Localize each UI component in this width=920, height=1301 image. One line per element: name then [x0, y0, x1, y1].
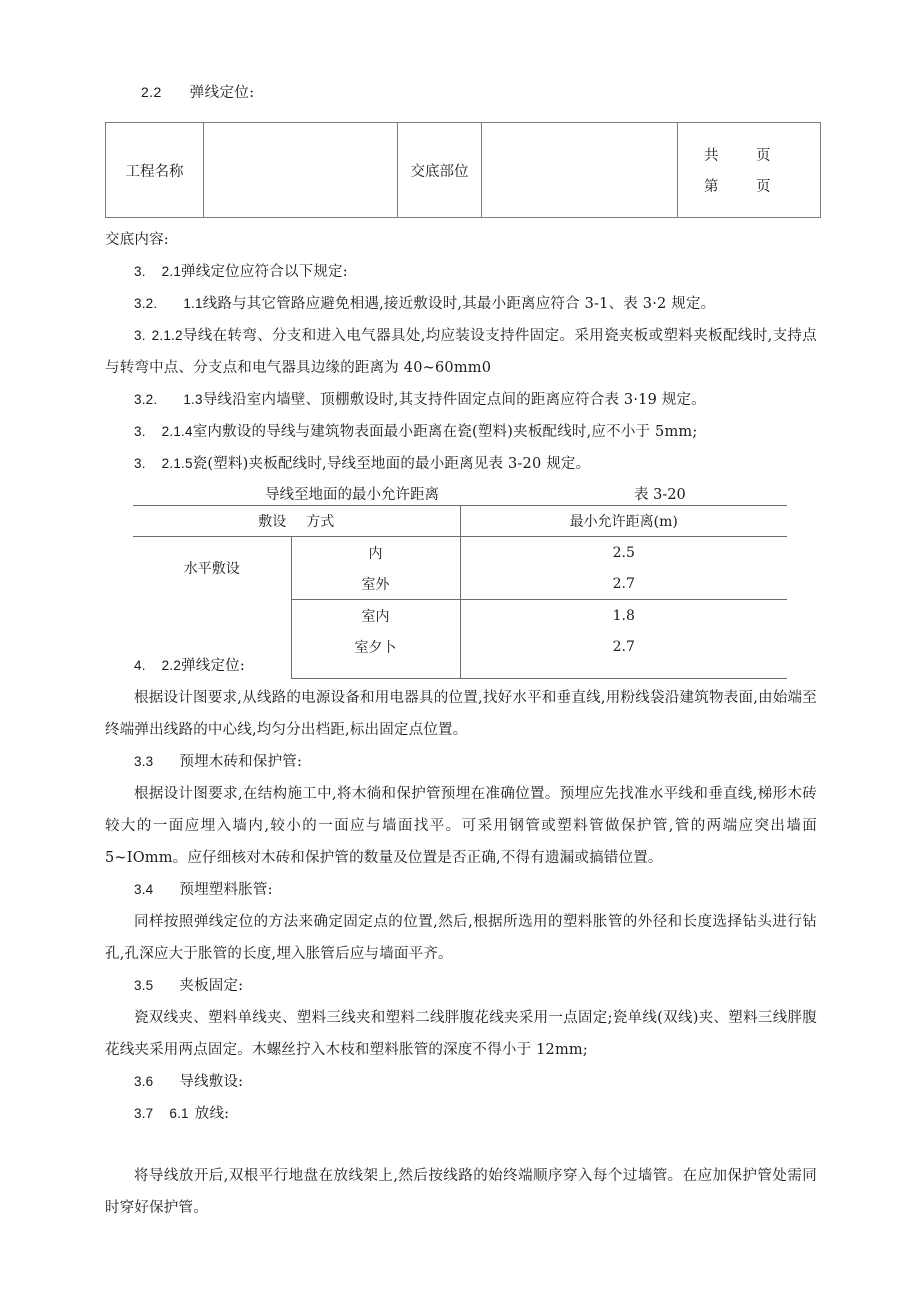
paragraph-spacer — [105, 1130, 817, 1160]
clause-3-2-1-1 — [105, 288, 817, 320]
project-name-value-cell[interactable] — [204, 123, 398, 218]
clause-text: 弹线定位应符合以下规定: — [181, 264, 348, 280]
paragraph-3-3-body: 根据设计图要求,在结构施工中,将木徜和保护管预埋在准确位置。预埋应先找准水平线和垂直线,梯形木砖较大的一面应埋入墙内,较小的一面应与墙面找平。可采用钢管或塑料管做保护管,管的两端应突出墙面 5~IOmm。应仔细核对木砖和保护管的数量及位置是否正确,不得有遗漏或搞错位置。 — [105, 786, 817, 866]
total-pages-row — [678, 144, 820, 165]
mode-label: 内 — [368, 545, 383, 562]
value-label: 1.8 — [612, 607, 635, 624]
clause-number: 4. — [134, 658, 146, 673]
mode-cell — [291, 600, 460, 632]
clause-subnumber: 6.1 — [169, 1106, 189, 1121]
clause-number: 3. — [134, 424, 146, 439]
clause-3-2-1-4 — [105, 416, 817, 448]
paragraph-3-5-body: 瓷双线夹、塑料单线夹、塑料三线夹和塑料二线胖腹花线夹采用一点固定;瓷单线(双线)夹、塑料三线胖腹花线夹采用两点固定。木螺丝拧入木枝和塑料胀管的深度不得小于 12mm; — [105, 1010, 817, 1058]
table-row — [133, 600, 787, 632]
value-cell — [460, 568, 787, 600]
project-name-label: 工程名称 — [125, 163, 184, 180]
header-distance-label: 最小允许距离(m) — [569, 514, 678, 530]
clause-3-2-1-5 — [105, 448, 817, 480]
clause-subnumber: 1.1 — [183, 296, 203, 311]
content-label: 交底内容: — [105, 232, 169, 248]
clause-text: 瓷(塑料)夹板配线时,导线至地面的最小距离见表 3-20 规定。 — [192, 456, 591, 472]
content-lower — [105, 650, 817, 1224]
value-cell — [460, 600, 787, 632]
clause-3-2-1 — [105, 256, 817, 288]
paragraph-4-2-2-body: 根据设计图要求,从线路的电源设备和用电器具的位置,找好水平和垂直线,用粉线袋沿建筑物表面,由始端至终端弹出线路的中心线,均匀分出档距,标出固定点位置。 — [105, 690, 817, 738]
clause-heading: 弹线定位: — [181, 658, 245, 674]
clause-number: 3.2. — [134, 296, 158, 311]
clause-subnumber: 2.2 — [161, 658, 182, 673]
current-page-unit: 页 — [756, 179, 771, 195]
value-label: 2.5 — [612, 544, 635, 561]
value-label: 2.7 — [612, 575, 635, 592]
row-group-horizontal — [133, 537, 291, 600]
section-part-label-cell — [398, 123, 482, 218]
clause-3-3-heading — [105, 746, 817, 778]
clause-3-2-1-3 — [105, 384, 817, 416]
total-pages-label: 共 — [704, 148, 719, 164]
clause-subnumber: 2.1.2 — [151, 328, 183, 343]
clause-text: 线路与其它管路应避免相遇,接近敷设时,其最小距离应符合 3-1、表 3·2 规定。 — [202, 296, 716, 312]
header-mode-word-1: 敷设 — [258, 514, 287, 530]
paragraph-3-4-body: 同样按照弹线定位的方法来确定固定点的位置,然后,根据所选用的塑料胀管的外径和长度选择钻头进行钻孔,孔深应大于胀管的长度,埋入胀管后应与墙面平齐。 — [105, 914, 817, 962]
clause-subnumber: 1.3 — [183, 392, 203, 407]
clause-3-2-1-2 — [105, 320, 817, 384]
clause-subnumber: 2.1.4 — [161, 424, 193, 439]
section-part-value-cell[interactable] — [482, 123, 678, 218]
clause-subnumber: 2.1.5 — [161, 456, 193, 471]
clause-number: 3. — [134, 456, 146, 471]
section-heading-2-2 — [141, 81, 255, 102]
project-name-label-cell — [106, 123, 204, 218]
clause-text: 室内敷设的导线与建筑物表面最小距离在瓷(塑料)夹板配线时,应不小于 5mm; — [192, 424, 698, 440]
clause-heading: 预埋塑料胀管: — [179, 882, 273, 898]
clause-heading: 导线敷设: — [179, 1074, 244, 1090]
group-label: 水平敷设 — [183, 561, 240, 578]
paragraph-3-7-body: 将导线放开后,双根平行地盘在放线架上,然后按线路的始终端顺序穿入每个过墙管。在应加保护管处需同时穿好保护管。 — [105, 1168, 817, 1216]
header-info-table — [105, 122, 821, 218]
clause-number: 3.2. — [134, 392, 158, 407]
clause-number: 3.4 — [134, 882, 154, 897]
table-caption-title: 导线至地面的最小允许距离 — [265, 487, 439, 503]
mode-label: 室外 — [361, 576, 390, 593]
section-title: 弹线定位: — [189, 85, 255, 101]
page-count-cell — [678, 123, 821, 218]
clause-number: 3. — [134, 328, 146, 343]
section-number: 2.2 — [141, 84, 162, 100]
total-pages-unit: 页 — [756, 148, 771, 164]
clause-subnumber: 2.1 — [161, 264, 182, 279]
header-cell-mode — [133, 506, 460, 537]
mode-cell — [291, 537, 460, 569]
value-cell — [460, 537, 787, 569]
clause-text: 导线沿室内墙壁、顶棚敷设时,其支持件固定点间的距离应符合表 3·19 规定。 — [202, 392, 706, 408]
mode-label: 室夕卜 — [354, 639, 397, 656]
clause-heading: 放线: — [194, 1106, 230, 1122]
clause-3-7-heading — [105, 1098, 817, 1130]
header-mode-word-2: 方式 — [306, 514, 335, 530]
clause-heading: 夹板固定: — [179, 978, 244, 994]
current-page-row — [678, 175, 820, 196]
clause-number: 3.7 — [134, 1106, 154, 1121]
content-upper — [105, 224, 817, 508]
clause-heading: 预埋木砖和保护管: — [179, 754, 303, 770]
clause-3-6-heading — [105, 1066, 817, 1098]
clause-number: 3.3 — [134, 754, 154, 769]
clause-3-4-heading — [105, 874, 817, 906]
current-page-label: 第 — [704, 179, 719, 195]
clause-number: 3. — [134, 264, 146, 279]
mode-cell — [291, 568, 460, 600]
table-row — [106, 123, 821, 218]
table-row — [133, 537, 787, 569]
mode-label: 室内 — [361, 608, 390, 625]
table-caption-number: 表 3-20 — [634, 487, 686, 503]
table-header-row — [133, 506, 787, 537]
value-label: 2.7 — [612, 638, 635, 655]
header-cell-distance — [460, 506, 787, 537]
clause-number: 3.6 — [134, 1074, 154, 1089]
clause-number: 3.5 — [134, 978, 154, 993]
section-part-label: 交底部位 — [410, 163, 469, 180]
clause-4-2-2-heading — [105, 650, 817, 682]
clause-3-5-heading — [105, 970, 817, 1002]
clause-text: 导线在转弯、分支和进入电气器具处,均应装设支持件固定。采用瓷夹板或塑料夹板配线时,支持点与转弯中点、分支点和电气器具边缘的距离为 40~60mm0 — [105, 328, 817, 376]
